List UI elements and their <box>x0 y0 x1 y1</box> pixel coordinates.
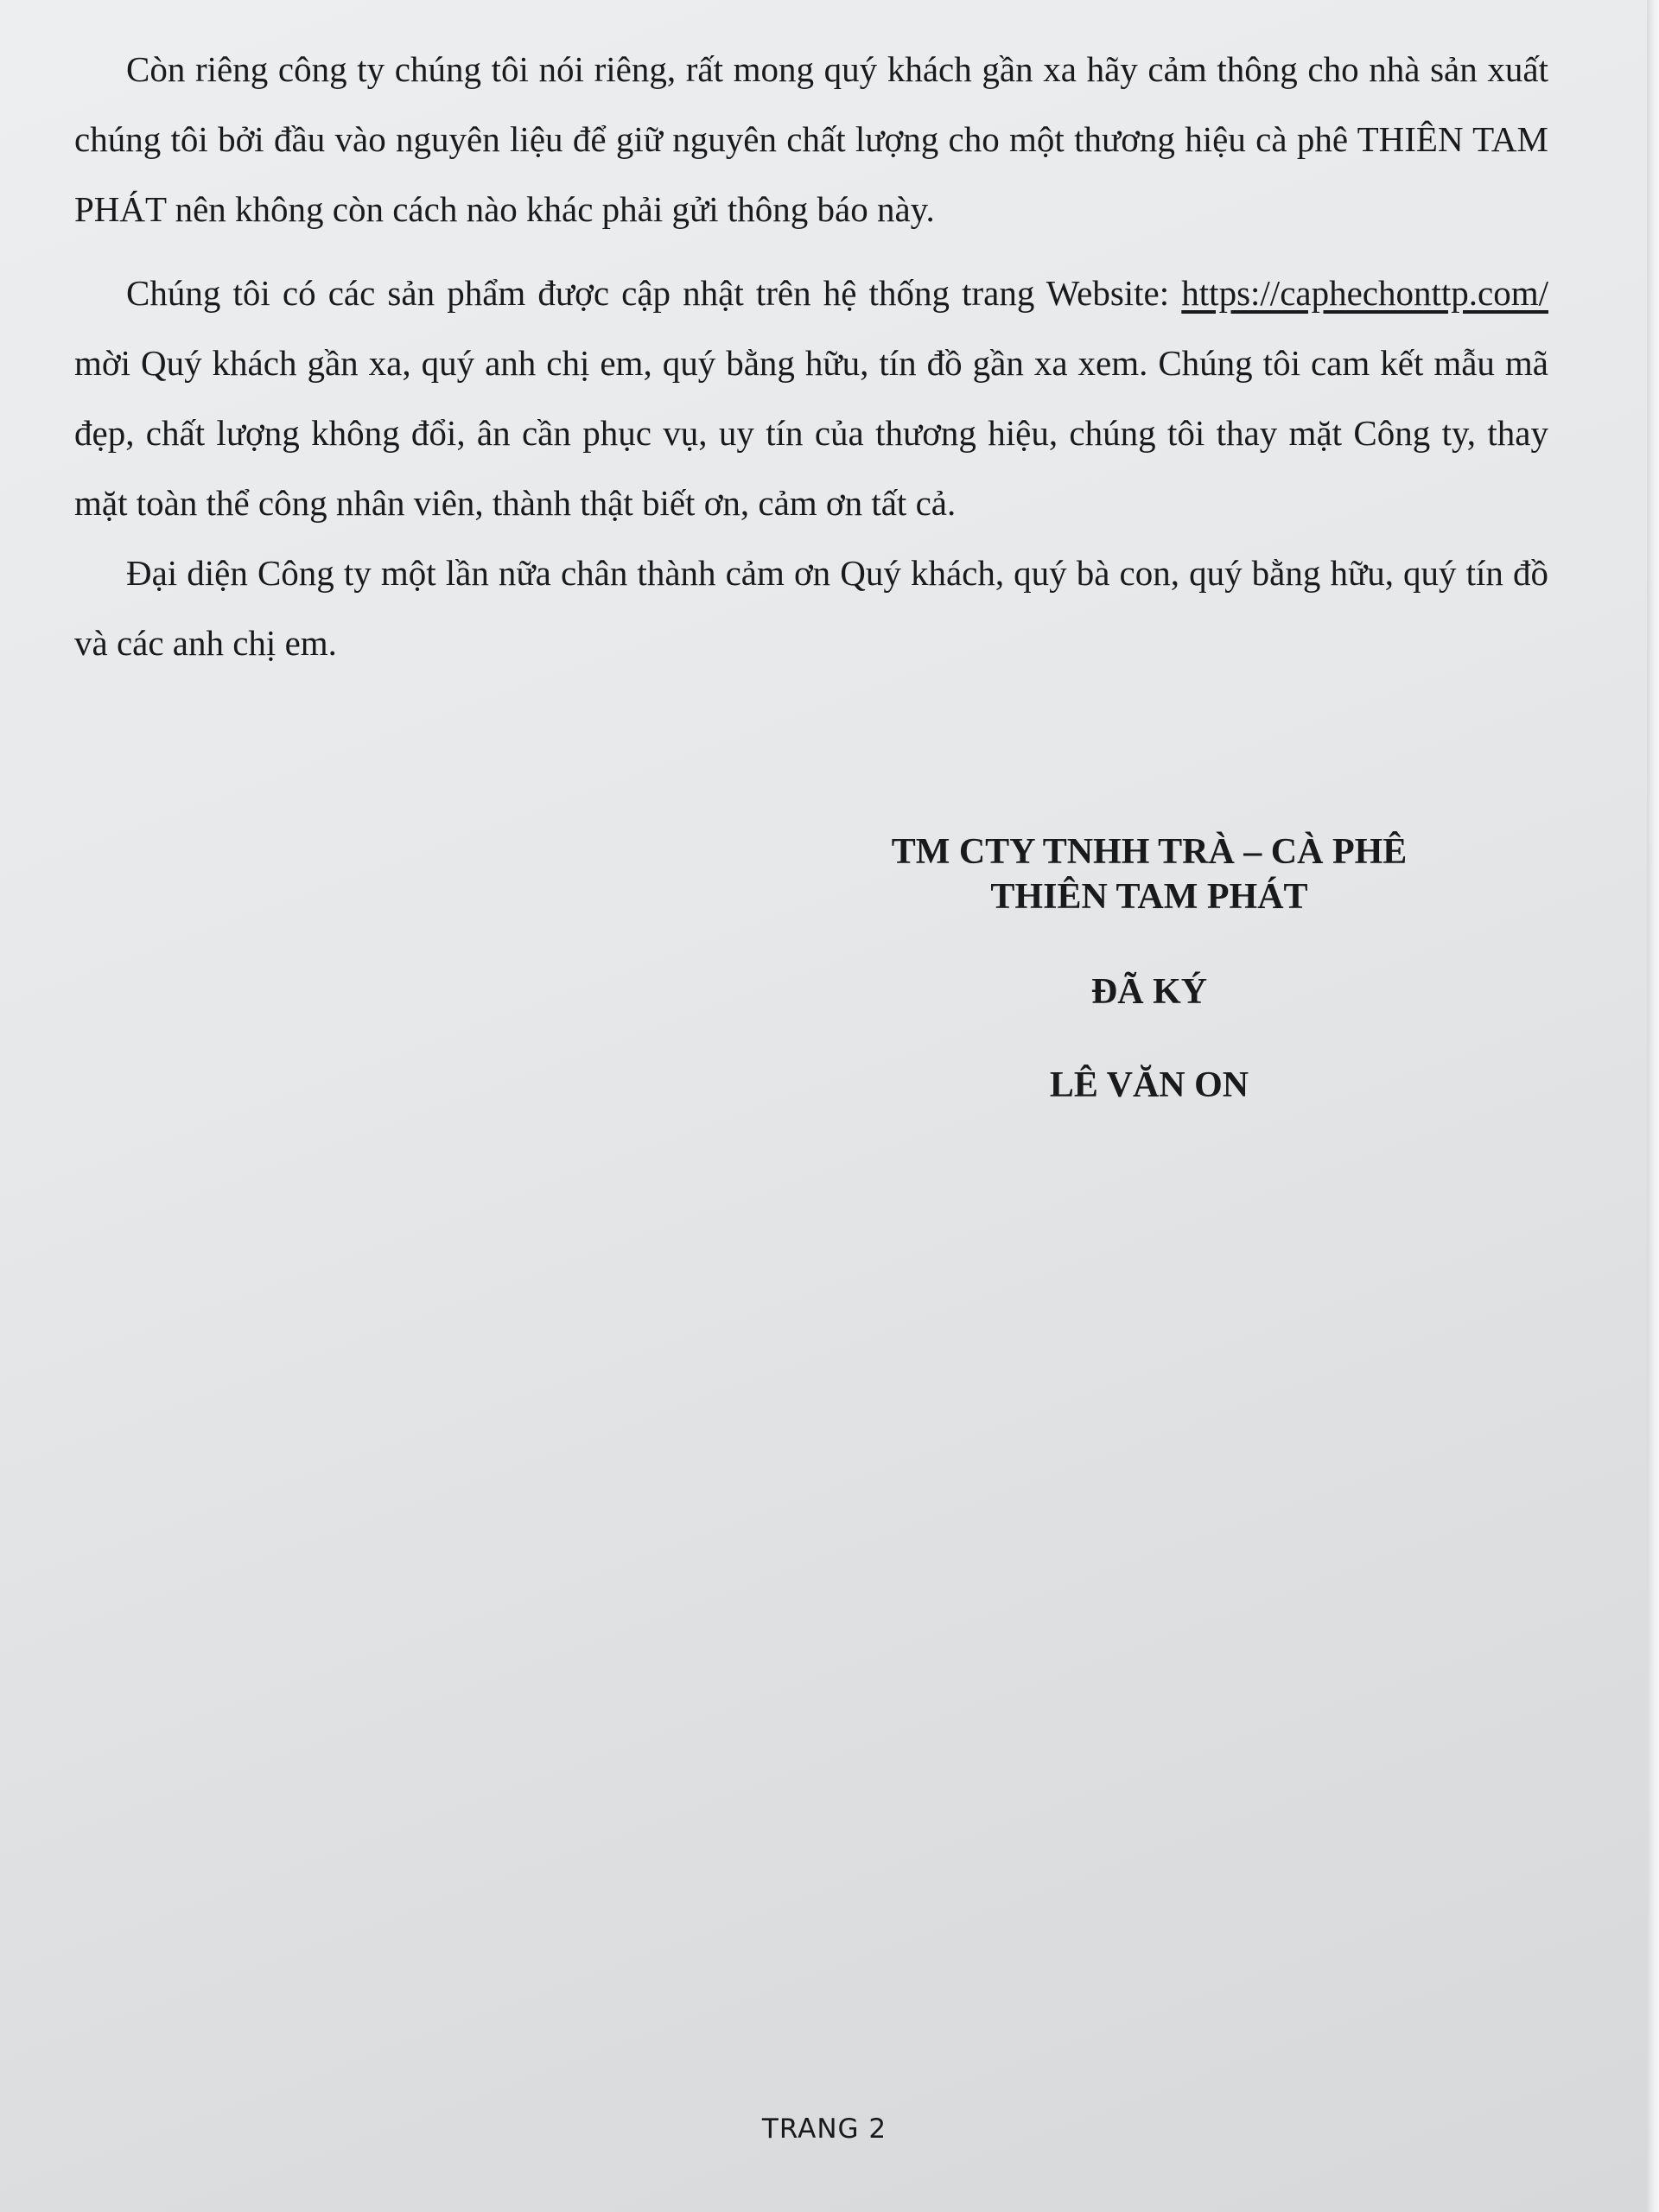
paragraph-website-intro: Chúng tôi có các sản phẩm được cập nhật trên hệ thống trang Website: <box>126 273 1182 313</box>
signed-label: ĐÃ KÝ <box>1090 972 1208 1012</box>
company-name-line2: THIÊN TAM PHÁT <box>990 877 1308 917</box>
company-name-line1: TM CTY TNHH TRÀ – CÀ PHÊ <box>891 832 1408 872</box>
document-body <box>74 35 1548 678</box>
signature-block <box>760 830 1538 1108</box>
paragraph-thanks: Đại diện Công ty một lần nữa chân thành cảm ơn Quý khách, quý bà con, quý bằng hữu, quý tín đồ và các anh chị em. <box>74 553 1548 663</box>
paragraph-website <box>74 258 1548 538</box>
website-link[interactable]: https://caphechonttp.com/ <box>1181 273 1548 313</box>
paper-edge <box>1647 0 1659 2212</box>
signer-name: LÊ VĂN ON <box>1049 1065 1249 1105</box>
page-number: TRANG 2 <box>761 2113 887 2145</box>
paragraph-apology: Còn riêng công ty chúng tôi nói riêng, rất mong quý khách gần xa hãy cảm thông cho nhà sản xuất chúng tôi bởi đầu vào nguyên liệu để giữ nguyên chất lượng cho một thương hiệu cà phê THIÊN TAM PHÁT nên không còn cách nào khác phải gửi thông báo này. <box>74 49 1548 229</box>
paragraph-website-rest: mời Quý khách gần xa, quý anh chị em, quý bằng hữu, tín đồ gần xa xem. Chúng tôi cam kết mẫu mã đẹp, chất lượng không đổi, ân cần phục vụ, uy tín của thương hiệu, chúng tôi thay mặt Công ty, thay mặt toàn thể công nhân viên, thành thật biết ơn, cảm ơn tất cả. <box>74 343 1548 523</box>
